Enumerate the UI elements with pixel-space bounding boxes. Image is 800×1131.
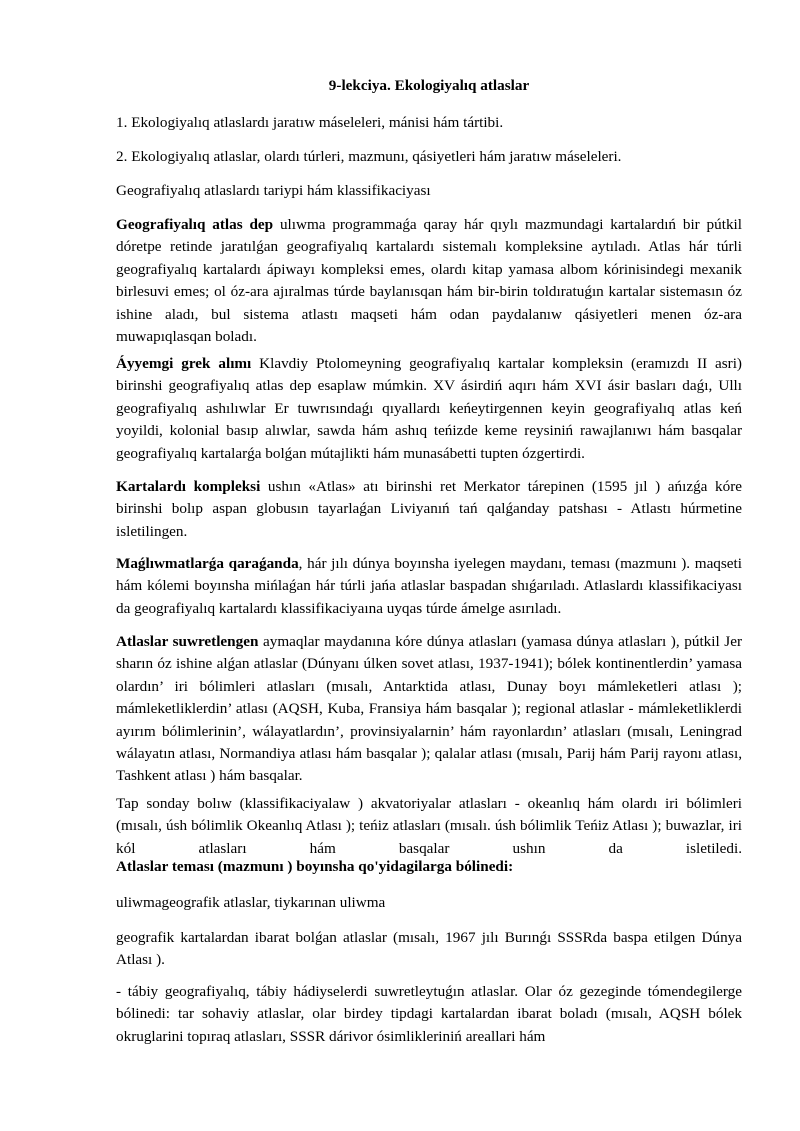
list-line-general: uliwmageografik atlaslar, tiykarınan uliwma bbox=[116, 894, 386, 911]
paragraph-lead-bold: Kartalardı kompleksi bbox=[116, 478, 261, 495]
paragraph-text: ushın «Atlas» atı birinshi ret Merkator tárepinen (1595 jıl ) ańızǵa kóre birinshi bolıp aspan globusın tayarlaǵan Liviyanıń tań qalǵanday patshası - Atlastı húrmetine isletilingen. bbox=[116, 478, 742, 540]
paragraph-mercator bbox=[116, 476, 742, 543]
paragraph-text: , hár jılı dúnya boyınsha iyelegen maydanı, teması (mazmunı ). maqseti hám kólemi boyınsha mińlaǵan hár túrli jańa atlaslar baspadan shıǵarıladı. Atlaslardı klassifikaciyası da geografiyalıq kartalardı klassifikaciyaına uyqas túrde ámelge asırıladı. bbox=[116, 555, 742, 617]
paragraph-data bbox=[116, 553, 742, 620]
paragraph-lead-bold: Maǵlıwmatlarǵa qaraǵanda bbox=[116, 555, 299, 572]
list-item-2: 2. Ekologiyalıq atlaslar, olardı túrleri, mazmunı, qásiyetleri hám jaratıw máseleleri. bbox=[116, 148, 622, 165]
paragraph-text: aymaqlar maydanına kóre dúnya atlasları (yamasa dúnya atlasları ), pútkil Jer sharın óz ishine alǵan atlaslar (Dúnyanı úlken sovet atlası, 1937-1941); bólek kontinentlerdin’ yamasa olardın’ iri bólimleri atlasları (mısalı, Antarktida atlası, Dunay boyı mámleketleri atlası ); mámleketliklerdin’ atlası (AQSH, Kuba, Fransiya hám basqalar ); regional atlaslar - mámleketliklerdi ayırım bólimlerinin’, wálayatlardın’, provinsiyalarnin’ hám rayonlardın’ atlasları (mısalı, Leningrad wálayatın atlası, Normandiya atlası hám basqalar ); qalalar atlası (mısalı, Parij hám Parij rayonı atlası, Tashkent atlası ) hám basqalar. bbox=[116, 633, 742, 785]
paragraph-ptolemy bbox=[116, 353, 742, 465]
section-heading-theme: Atlaslar teması (mazmunı ) boyınsha qo'yidagilarga bólinedi: bbox=[116, 858, 514, 875]
paragraph-general-atlases: geografik kartalardan ibarat bolǵan atlaslar (mısalı, 1967 jılı Burınǵı SSSRda baspa etilgen Dúnya Atlası ). bbox=[116, 929, 742, 969]
page-title: 9-lekciya. Ekologiyalıq atlaslar bbox=[328, 77, 530, 94]
section-heading-classification: Geografiyalıq atlaslardı tariypi hám klassifikaciyası bbox=[116, 182, 431, 199]
paragraph-aquatoria: Tap sonday bolıw (klassifikaciyalaw ) akvatoriyalar atlasları - okeanlıq hám olardı iri bólimleri (mısalı, úsh bólimlik Okeanlıq Atlası ); teńiz atlasları (mısalı. úsh bólimlik Teńiz Atlası ); buwazlar, iri kól atlasları hám basqalar ushın da isletiledi. bbox=[116, 795, 742, 857]
paragraph-atlas-definition bbox=[116, 214, 742, 348]
paragraph-lead-bold: Atlaslar suwretlengen bbox=[116, 633, 259, 650]
paragraph-lead-bold: Áyyemgi grek alımı bbox=[116, 355, 252, 372]
paragraph-physical-atlases: - tábiy geografiyalıq, tábiy hádiyselerdi suwretleytuǵın atlaslar. Olar óz gezeginde tómendegilerge bólinedi: tar sohaviy atlaslar, olar birdey tipdagi kartalardan ibarat boladı (mısalı, AQSH bólek okruglarini topıraq atlasları, SSSR dárivor ósimlikleriniń areallari hám bbox=[116, 983, 742, 1045]
list-item-1: 1. Ekologiyalıq atlaslardı jaratıw máseleleri, mánisi hám tártibi. bbox=[116, 114, 504, 131]
paragraph-text: Klavdiy Ptolomeyning geografiyalıq kartalar kompleksin (eramızdı II asri) birinshi geografiyalıq atlas dep esaplaw múmkin. XV ásirdiń aqırı hám XVI ásir basları daǵı, Ullı geografiyalıq ashılıwlar Er tuwrısındaǵı qıyallardı keńeytirgennen keyin geografiyalıq atlas keń yoyildi, kolonial basıp alıwlar, sawda hám ashıq teńizde keme reysiniń rawajlanıwı hám basqalar geografiyalıq kartalarǵa bolǵan mútajlikti hám munasábetti tupten ózgertirdi. bbox=[116, 355, 742, 462]
paragraph-text: ulıwma programmaǵa qaray hár qıylı mazmundagi kartalardıń bir pútkil dóretpe retinde jaratılǵan geografiyalıq kartalardı sistemalı kompleksine aytıladı. Atlas hár túrli geografiyalıq kartalardı ápiwayı kompleksi emes, olardı kitap yamasa albom kórinisindegi mexanik birlesuvi emes; ol óz-ara ajıralmas túrde baylanısqan hám bir-birin toldıratuǵın kartalar sistemasın óz ishine aladı, bul sistema atlastı maqseti hám odan paydalanıw qásiyetleri menen óz-ara muwapıqlasqan boladı. bbox=[116, 216, 742, 346]
paragraph-territory bbox=[116, 631, 742, 788]
paragraph-lead-bold: Geografiyalıq atlas dep bbox=[116, 216, 274, 233]
